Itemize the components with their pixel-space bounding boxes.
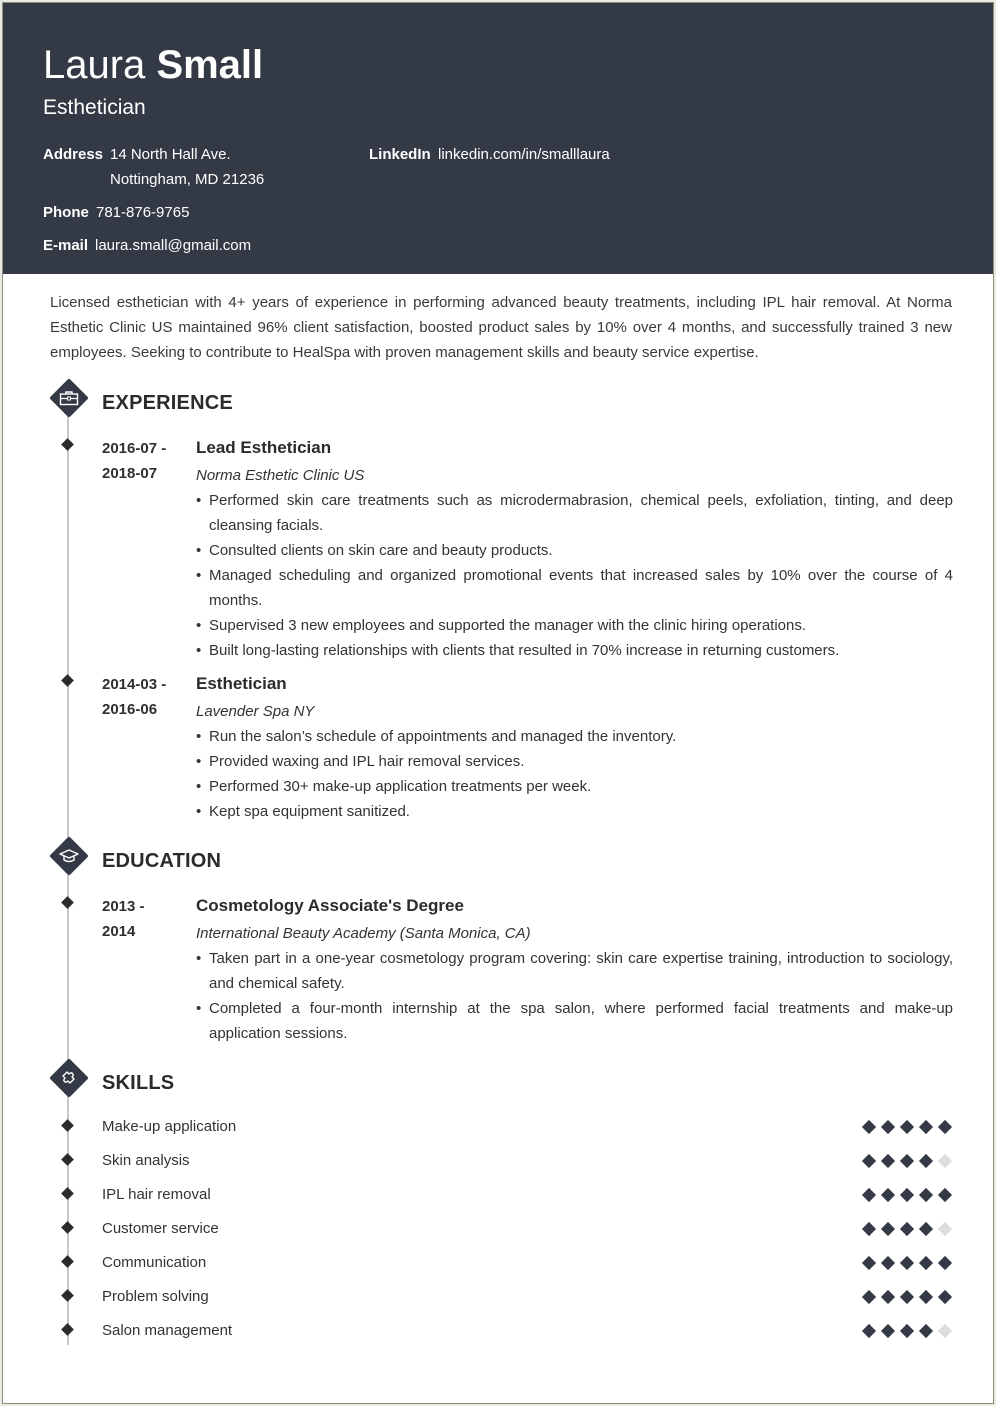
- phone-label: Phone: [43, 204, 89, 221]
- skill-name: Customer service: [102, 1220, 219, 1237]
- rating-diamond-empty: [938, 1154, 952, 1168]
- education-bullets: [196, 946, 953, 1046]
- rating-diamond-filled: [881, 1154, 895, 1168]
- date-start: 2013 -: [102, 898, 145, 915]
- date-end: 2014: [102, 923, 136, 940]
- rating-diamond-filled: [881, 1188, 895, 1202]
- job-entry: [196, 672, 953, 824]
- timeline-marker: [61, 1119, 74, 1132]
- puzzle-piece-icon: [50, 1059, 88, 1097]
- rating-diamond-filled: [881, 1120, 895, 1134]
- skill-name: IPL hair removal: [102, 1186, 211, 1203]
- rating-diamond-filled: [919, 1188, 933, 1202]
- list-item: • Performed skin care treatments such as microdermabrasion, chemical peels, exfoliation, tinting, and deep cleansing facials.: [196, 488, 953, 538]
- skill-rating: [861, 1119, 956, 1135]
- briefcase-icon: [50, 379, 88, 417]
- education-date: [102, 894, 192, 944]
- date-end: 2018-07: [102, 465, 158, 482]
- first-name: Laura: [43, 43, 146, 87]
- graduation-cap-icon: [50, 837, 88, 875]
- job-entry: [196, 436, 953, 663]
- rating-diamond-filled: [900, 1256, 914, 1270]
- degree-title: Cosmetology Associate's Degree: [196, 896, 464, 915]
- skill-rating: [861, 1221, 956, 1237]
- last-name: Small: [156, 43, 264, 87]
- email-link[interactable]: laura.small@gmail.com: [95, 237, 252, 254]
- job-company: Norma Esthetic Clinic US: [196, 467, 365, 484]
- skills-heading: SKILLS: [102, 1072, 175, 1094]
- rating-diamond-filled: [919, 1120, 933, 1134]
- timeline-marker: [61, 896, 74, 909]
- rating-diamond-empty: [938, 1324, 952, 1338]
- address-line1: 14 North Hall Ave.: [110, 146, 231, 163]
- profile-summary: Licensed esthetician with 4+ years of experience in performing advanced beauty treatments, including IPL hair removal. At Norma Esthetic Clinic US maintained 96% client satisfaction, boosted product sales by 10% over 4 months, and successfully trained 3 new employees. Seeking to contribute to HealSpa with proven management skills and beauty service expertise.: [50, 294, 952, 361]
- skill-name: Salon management: [102, 1322, 233, 1339]
- timeline-marker: [61, 438, 74, 451]
- job-title-entry: Lead Esthetician: [196, 438, 332, 457]
- job-title-entry: Esthetician: [196, 674, 287, 693]
- job-date: [102, 436, 192, 486]
- rating-diamond-filled: [881, 1324, 895, 1338]
- rating-diamond-filled: [900, 1188, 914, 1202]
- timeline-marker: [61, 1323, 74, 1336]
- rating-diamond-filled: [938, 1256, 952, 1270]
- skill-rating: [861, 1255, 956, 1271]
- skill-rating: [861, 1187, 956, 1203]
- rating-diamond-filled: [862, 1222, 876, 1236]
- list-item: • Supervised 3 new employees and supported the manager with the clinic hiring operations.: [196, 613, 953, 638]
- rating-diamond-filled: [862, 1188, 876, 1202]
- address-line2: Nottingham, MD 21236: [110, 171, 265, 188]
- linkedin-label: LinkedIn: [369, 146, 431, 163]
- rating-diamond-filled: [900, 1324, 914, 1338]
- address-label: Address: [43, 146, 104, 163]
- rating-diamond-filled: [881, 1222, 895, 1236]
- rating-diamond-filled: [881, 1290, 895, 1304]
- list-item: • Provided waxing and IPL hair removal services.: [196, 749, 953, 774]
- header-banner: [3, 3, 993, 274]
- rating-diamond-filled: [862, 1256, 876, 1270]
- rating-diamond-filled: [862, 1290, 876, 1304]
- list-item: • Consulted clients on skin care and beauty products.: [196, 538, 953, 563]
- rating-diamond-filled: [919, 1324, 933, 1338]
- skill-rating: [861, 1323, 956, 1339]
- timeline-marker: [61, 1255, 74, 1268]
- timeline-marker: [61, 1187, 74, 1200]
- rating-diamond-filled: [862, 1324, 876, 1338]
- date-start: 2014-03 -: [102, 676, 167, 693]
- email-label: E-mail: [43, 237, 89, 254]
- job-company: Lavender Spa NY: [196, 703, 315, 720]
- timeline-marker: [61, 1153, 74, 1166]
- rating-diamond-filled: [938, 1290, 952, 1304]
- rating-diamond-filled: [862, 1120, 876, 1134]
- rating-diamond-filled: [938, 1120, 952, 1134]
- education-entry: [196, 894, 953, 1046]
- resume-page: [2, 2, 994, 1404]
- list-item: • Built long-lasting relationships with clients that resulted in 70% increase in returning customers.: [196, 638, 953, 663]
- list-item: • Completed a four-month internship at the spa salon, where performed facial treatments and make-up application sessions.: [196, 996, 953, 1046]
- education-heading: EDUCATION: [102, 850, 222, 872]
- rating-diamond-filled: [900, 1120, 914, 1134]
- timeline-marker: [61, 1221, 74, 1234]
- rating-diamond-filled: [919, 1256, 933, 1270]
- list-item: • Kept spa equipment sanitized.: [196, 799, 953, 824]
- skill-name: Make-up application: [102, 1118, 237, 1135]
- experience-heading: EXPERIENCE: [102, 392, 233, 414]
- list-item: • Taken part in a one-year cosmetology program covering: skin care expertise training, introduction to sociology, and chemical safety.: [196, 946, 953, 996]
- rating-diamond-filled: [938, 1188, 952, 1202]
- date-start: 2016-07 -: [102, 440, 167, 457]
- rating-diamond-empty: [938, 1222, 952, 1236]
- school-name: International Beauty Academy (Santa Monica, CA): [196, 925, 531, 942]
- timeline-marker: [61, 674, 74, 687]
- date-end: 2016-06: [102, 701, 158, 718]
- rating-diamond-filled: [919, 1290, 933, 1304]
- job-bullets: [196, 488, 953, 663]
- rating-diamond-filled: [919, 1222, 933, 1236]
- rating-diamond-filled: [862, 1154, 876, 1168]
- rating-diamond-filled: [881, 1256, 895, 1270]
- skill-name: Communication: [102, 1254, 207, 1271]
- rating-diamond-filled: [900, 1154, 914, 1168]
- list-item: • Managed scheduling and organized promotional events that increased sales by 10% over the course of 4 months.: [196, 563, 953, 613]
- rating-diamond-filled: [919, 1154, 933, 1168]
- list-item: • Run the salon’s schedule of appointments and managed the inventory.: [196, 724, 953, 749]
- rating-diamond-filled: [900, 1222, 914, 1236]
- linkedin-link[interactable]: linkedin.com/in/smalllaura: [438, 146, 610, 163]
- skill-name: Problem solving: [102, 1288, 209, 1305]
- skill-rating: [861, 1289, 956, 1305]
- skill-name: Skin analysis: [102, 1152, 190, 1169]
- skill-rating: [861, 1153, 956, 1169]
- job-bullets: [196, 724, 953, 824]
- job-title: Esthetician: [43, 96, 146, 119]
- rating-diamond-filled: [900, 1290, 914, 1304]
- job-date: [102, 672, 192, 722]
- timeline-marker: [61, 1289, 74, 1302]
- phone-value: 781-876-9765: [96, 204, 190, 221]
- list-item: • Performed 30+ make-up application treatments per week.: [196, 774, 953, 799]
- candidate-name: [43, 41, 263, 89]
